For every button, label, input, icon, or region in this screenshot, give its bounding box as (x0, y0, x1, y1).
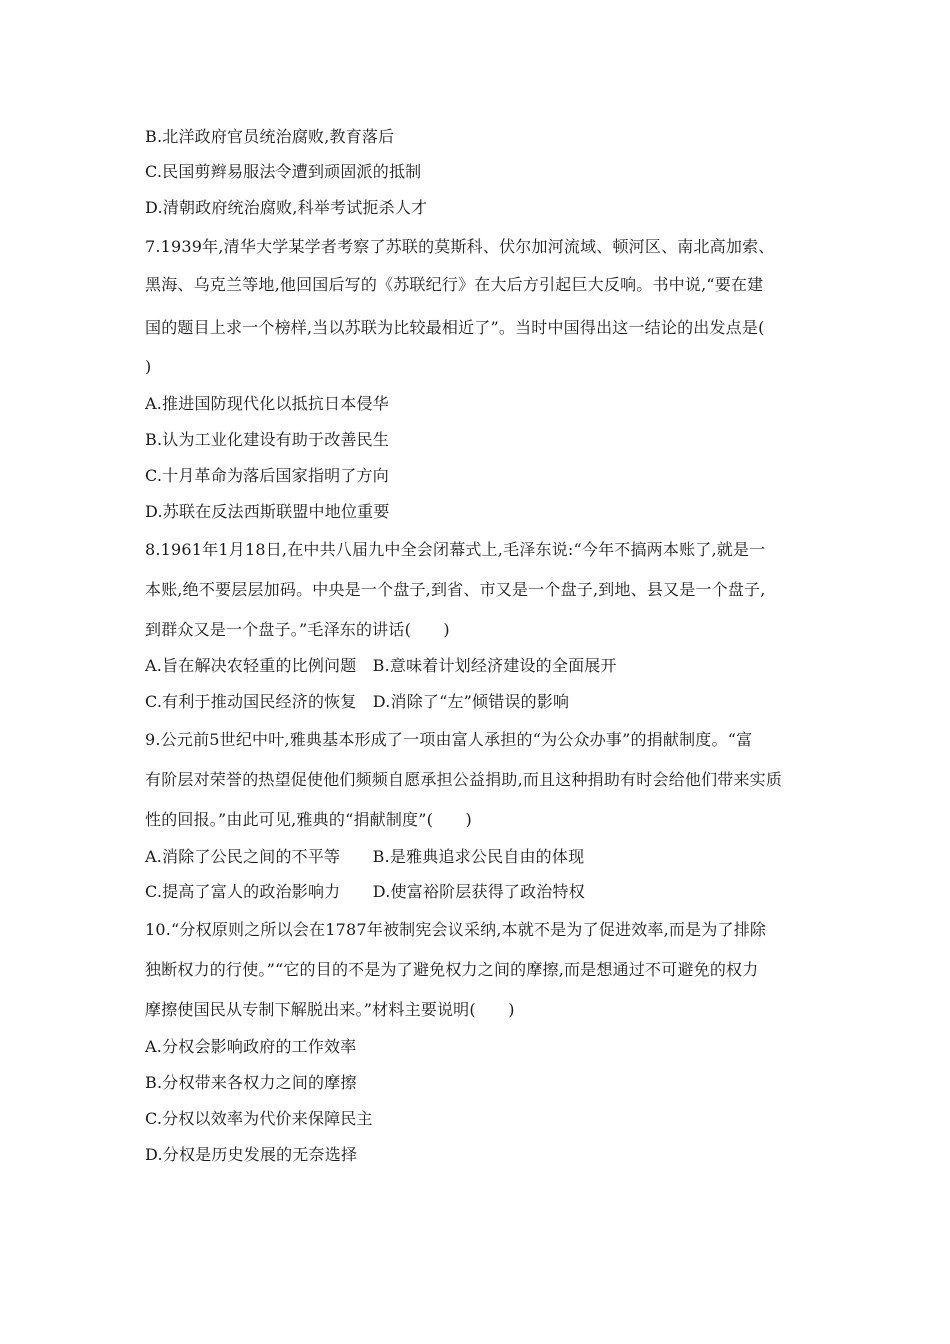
options-a-b-q8: A.旨在解决农轻重的比例问题 B.意味着计划经济建设的全面展开 (145, 656, 617, 675)
question-7-line-3: 国的题目上求一个榜样,当以苏联为比较最相近了”。当时中国得出这一结论的出发点是( (145, 318, 765, 337)
option-d-q6: D.清朝政府统治腐败,科举考试扼杀人才 (145, 198, 428, 217)
question-7-line-1: 7.1939年,清华大学某学者考察了苏联的莫斯科、伏尔加河流域、顿河区、南北高加索、 (145, 237, 775, 256)
question-9-line-1: 9.公元前5世纪中叶,雅典基本形成了一项由富人承担的“为公众办事”的捐献制度。“富 (145, 730, 753, 749)
option-a-q7: A.推进国防现代化以抵抗日本侵华 (145, 394, 389, 413)
question-9-line-2: 有阶层对荣誉的热望促使他们频频自愿承担公益捐助,而且这种捐助有时会给他们带来实质 (145, 770, 783, 789)
option-d-q10: D.分权是历史发展的无奈选择 (145, 1145, 358, 1164)
option-c-q7: C.十月革命为落后国家指明了方向 (145, 466, 389, 485)
question-10-line-2: 独断权力的行使。”“它的目的不是为了避免权力之间的摩擦,而是想通过不可避免的权力 (145, 960, 759, 979)
question-7-line-4: ) (145, 357, 152, 376)
option-b-q10: B.分权带来各权力之间的摩擦 (145, 1073, 357, 1092)
question-10-line-1: 10.“分权原则之所以会在1787年被制宪会议采纳,本就不是为了促进效率,而是为了排除 (145, 920, 767, 939)
options-c-d-q9: C.提高了富人的政治影响力 D.使富裕阶层获得了政治特权 (145, 882, 585, 901)
option-d-q7: D.苏联在反法西斯联盟中地位重要 (145, 502, 390, 521)
question-9-line-3: 性的回报。”由此可见,雅典的“捐献制度”( ) (145, 810, 472, 829)
option-a-q10: A.分权会影响政府的工作效率 (145, 1037, 357, 1056)
question-8-line-2: 本账,绝不要层层加码。中央是一个盘子,到省、市又是一个盘子,到地、县又是一个盘子, (145, 580, 766, 599)
option-b-q7: B.认为工业化建设有助于改善民生 (145, 430, 390, 449)
question-8-line-1: 8.1961年1月18日,在中共八届九中全会闭幕式上,毛泽东说:“今年不搞两本账了,就是一 (145, 540, 766, 559)
question-10-line-3: 摩擦使国民从专制下解脱出来。”材料主要说明( ) (145, 1000, 515, 1019)
option-c-q10: C.分权以效率为代价来保障民主 (145, 1109, 373, 1128)
option-c-q6: C.民国剪辫易服法令遭到顽固派的抵制 (145, 162, 422, 181)
option-b-q6: B.北洋政府官员统治腐败,教育落后 (145, 127, 395, 146)
options-c-d-q8: C.有利于推动国民经济的恢复 D.消除了“左”倾错误的影响 (145, 692, 570, 711)
question-7-line-2: 黑海、乌克兰等地,他回国后写的《苏联纪行》在大后方引起巨大反响。书中说,“要在建 (145, 275, 764, 294)
options-a-b-q9: A.消除了公民之间的不平等 B.是雅典追求公民自由的体现 (145, 847, 585, 866)
question-8-line-3: 到群众又是一个盘子。”毛泽东的讲话( ) (145, 620, 450, 639)
